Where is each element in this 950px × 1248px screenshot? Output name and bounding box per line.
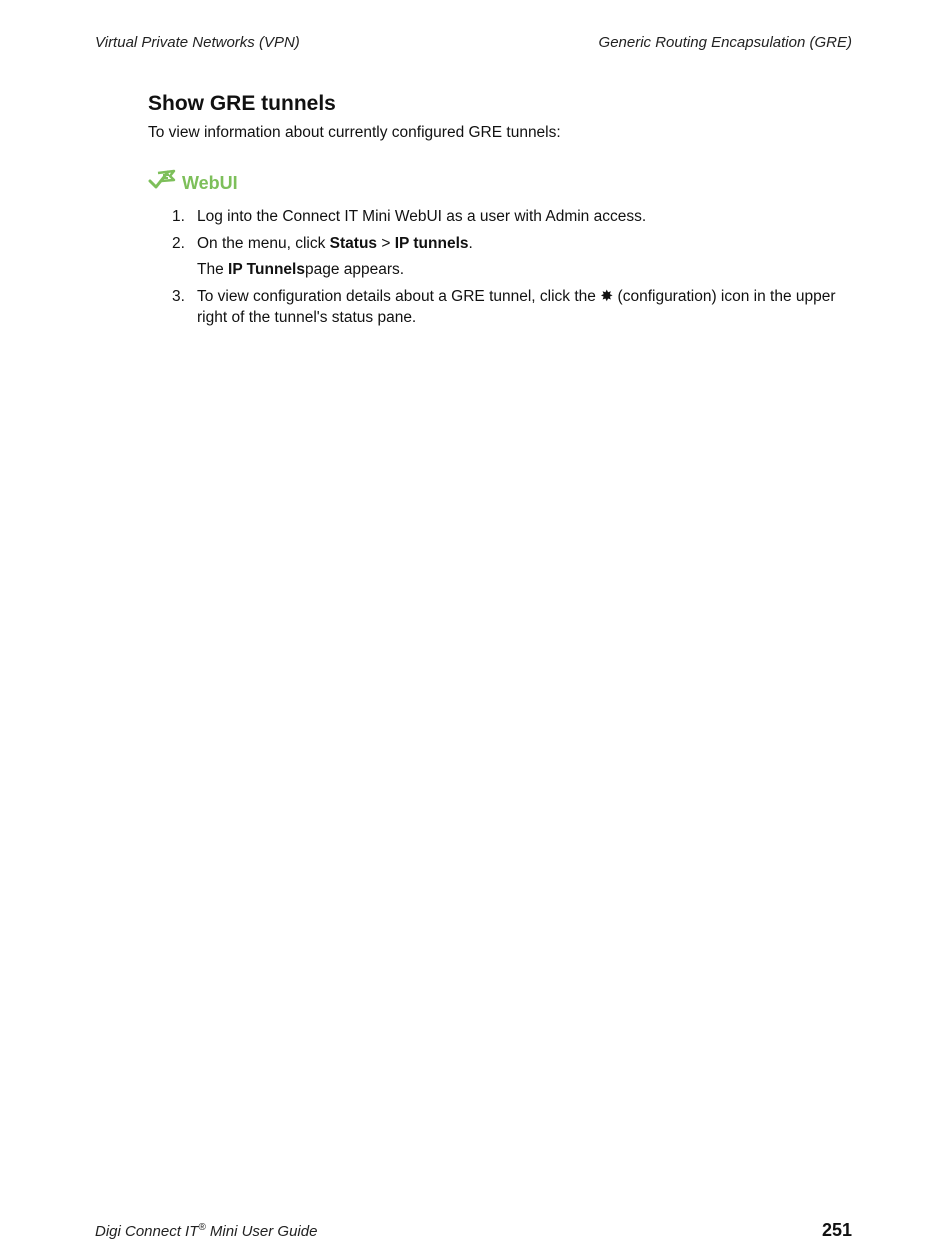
step-text: Log into the Connect IT Mini WebUI as a user with Admin access.: [197, 208, 647, 225]
intro-text: To view information about currently configured GRE tunnels:: [148, 124, 561, 141]
registered-mark: ®: [198, 1222, 206, 1233]
footer-guide-suffix: Mini User Guide: [205, 1223, 318, 1240]
step-number: 1.: [172, 208, 185, 225]
configuration-icon: ✸: [600, 288, 614, 305]
header-section: Generic Routing Encapsulation (GRE): [598, 34, 852, 51]
page-number: 251: [821, 1220, 852, 1240]
webui-heading: [148, 168, 852, 192]
step-text: [197, 286, 852, 328]
step-2: [148, 233, 852, 280]
step-3: [148, 286, 852, 328]
steps-list: [148, 206, 852, 328]
step-body: [197, 233, 852, 280]
step-number: 3.: [172, 288, 185, 305]
menu-separator: >: [377, 235, 395, 252]
step-result: [197, 259, 852, 280]
step-text: [197, 233, 852, 254]
footer-guide-title: [95, 1222, 317, 1240]
step-text-post: .: [468, 235, 473, 252]
step-text-pre: To view configuration details about a GRE tunnel, click the: [197, 288, 601, 305]
step-result-pre: The: [197, 261, 229, 278]
webui-label: WebUI: [182, 172, 238, 193]
page-content: [148, 92, 852, 334]
footer-guide-prefix: Digi Connect IT: [95, 1223, 199, 1240]
webui-check-icon: [148, 168, 176, 192]
step-number: 2.: [172, 235, 185, 252]
menu-ip-tunnels-label: IP tunnels: [394, 235, 469, 252]
running-header: [95, 34, 852, 51]
step-1: [148, 206, 852, 227]
menu-status-label: Status: [329, 235, 378, 252]
ip-tunnels-page-label: IP Tunnels: [228, 261, 305, 278]
step-text-post: (configuration) icon in the upper right of the tunnel's status pane.: [197, 288, 836, 326]
page-title: Show GRE tunnels: [148, 92, 336, 115]
step-text-pre: On the menu, click: [197, 235, 330, 252]
running-footer: [95, 1220, 852, 1241]
step-result-post: page appears.: [304, 261, 405, 278]
header-chapter: Virtual Private Networks (VPN): [95, 34, 300, 51]
